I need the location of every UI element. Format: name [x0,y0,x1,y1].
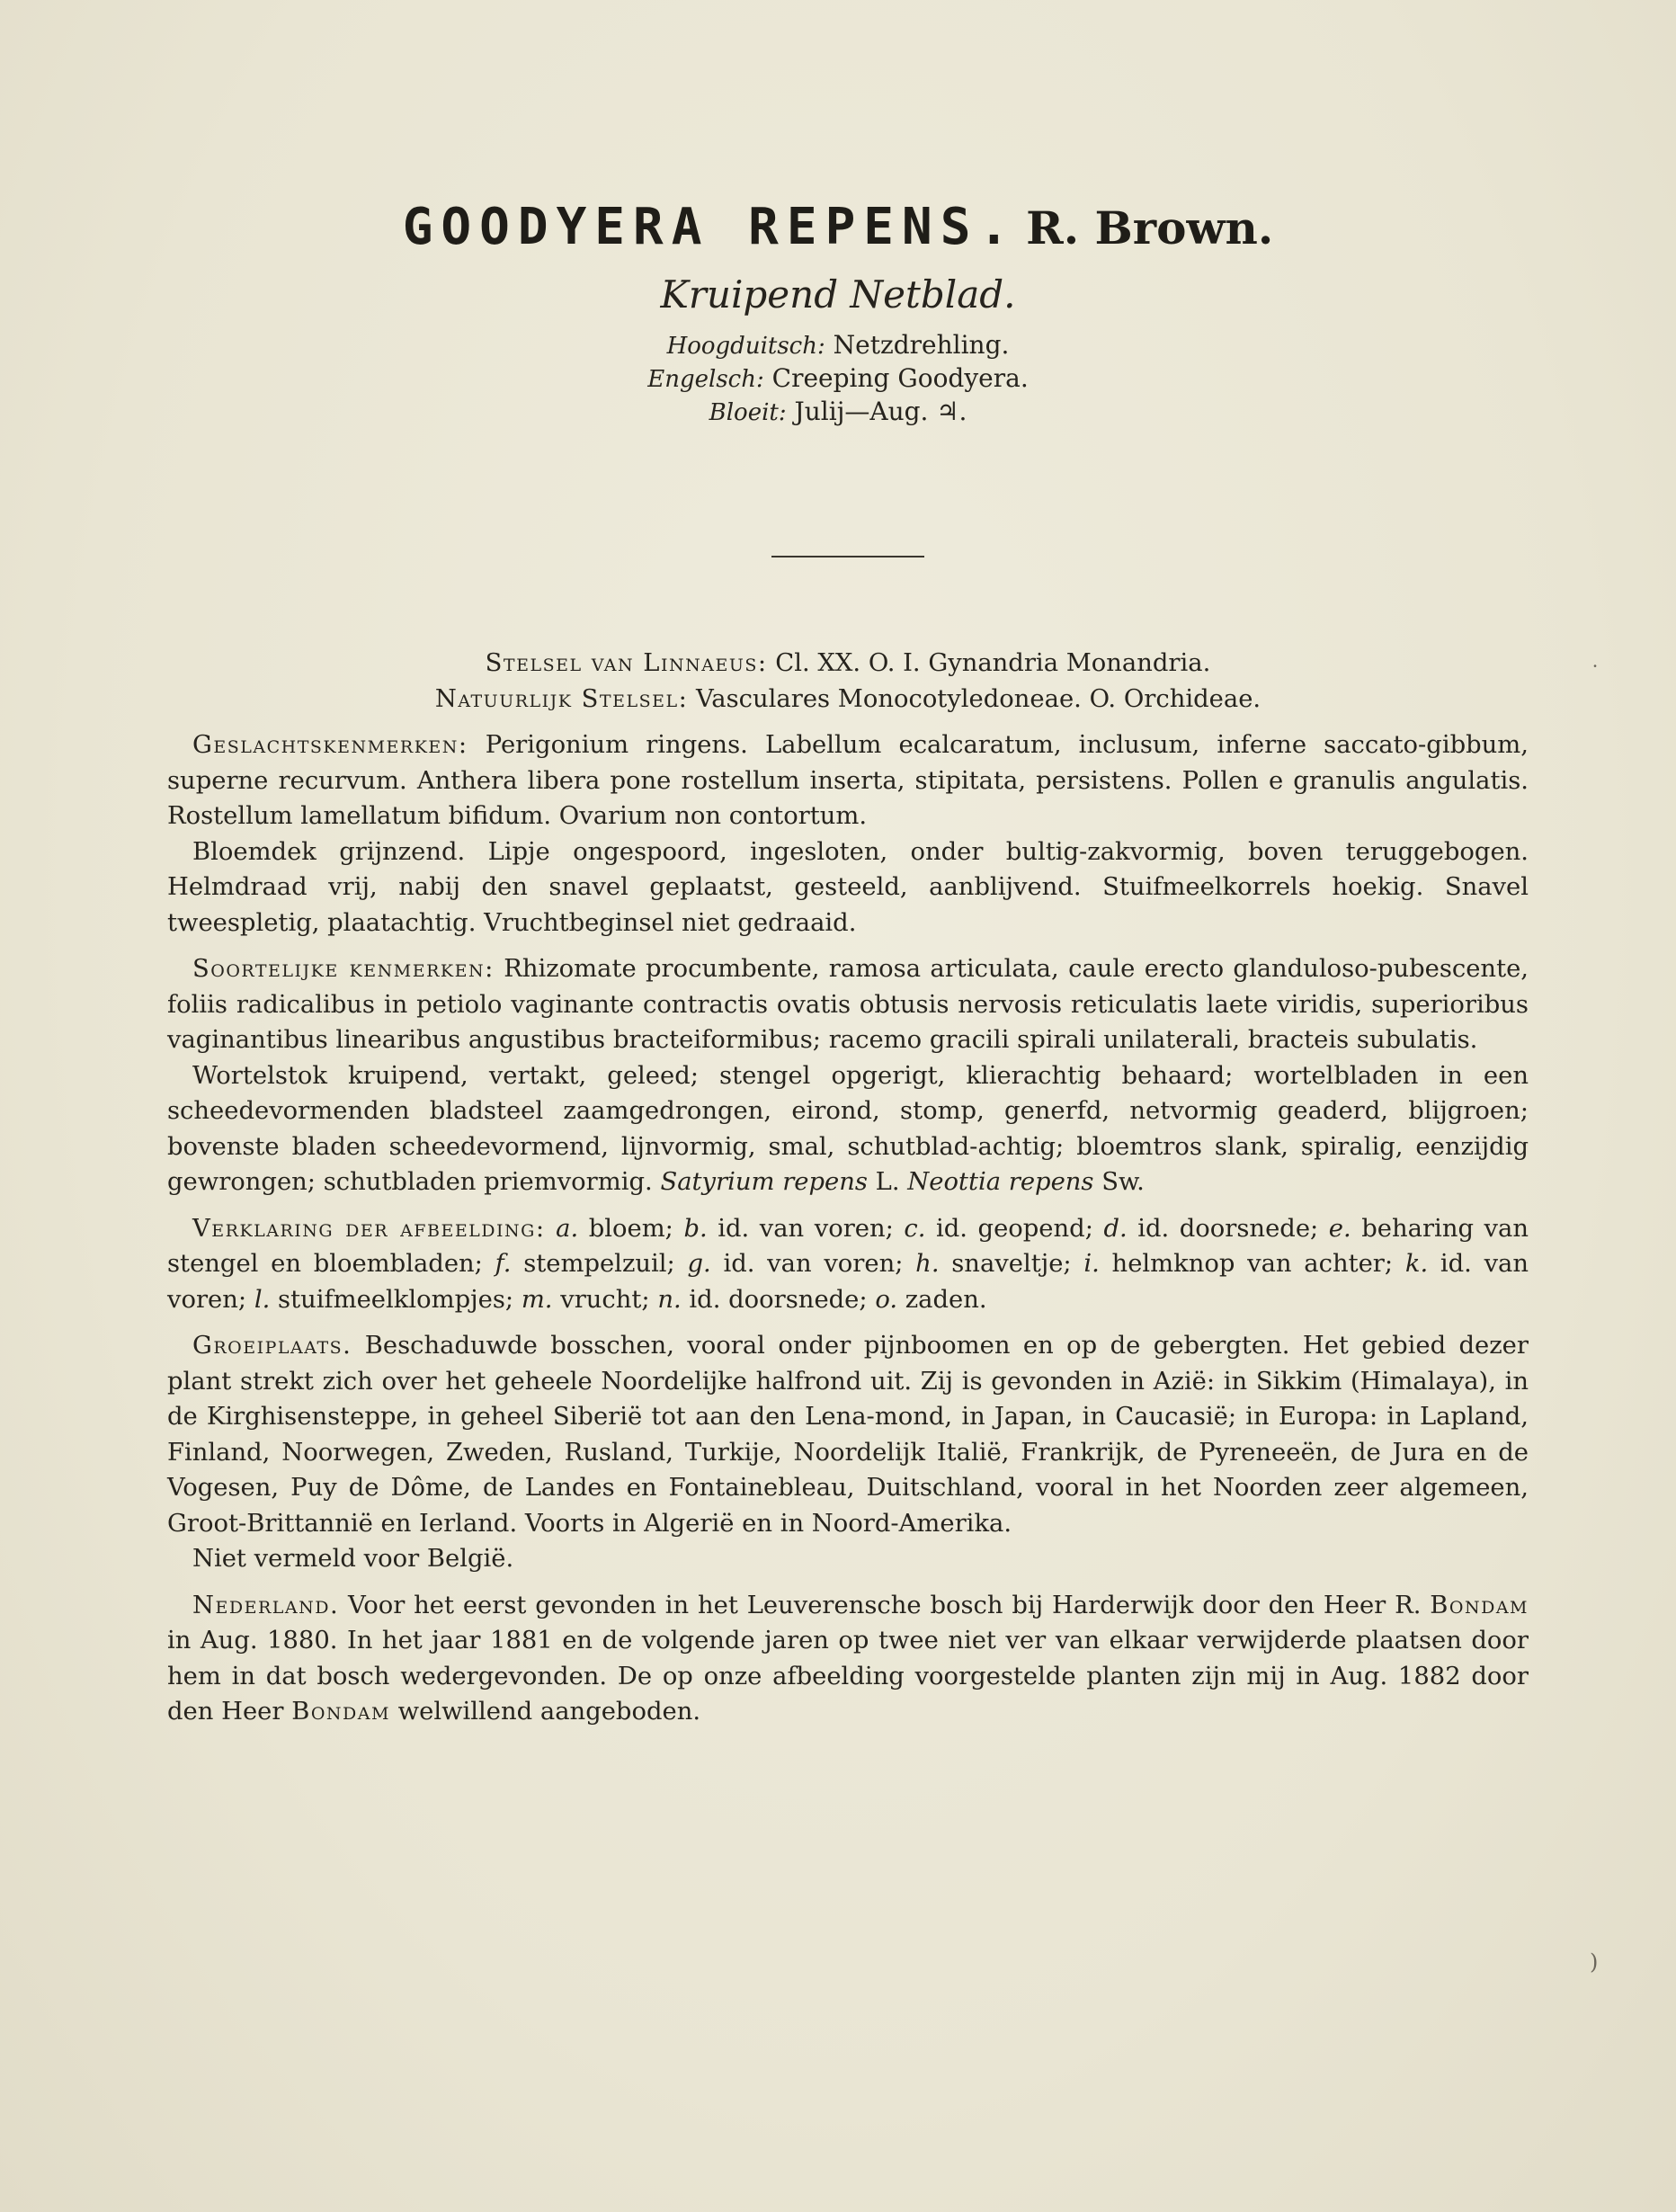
text-body [167,646,1529,1730]
section-text: Beschaduwde bosschen, vooral onder pijnboomen en op de gebergten. Het gebied dezer plant strekt zich over het geheele Noordelijke halfrond uit. Zij is gevonden in Azië: in Sikkim (Himalaya), in de Kirghisensteppe, in geheel Siberië tot aan den Lena-mond, in Japan, in Caucasië; in Europa: in Lapland, Finland, Noorwegen, Zweden, Rusland, Turkije, Noordelijk Italië, Frankrijk, de Pyreneeën, de Jura en de Vogesen, Puy de Dôme, de Landes en Fontainebleau, Duitschland, vooral in het Noorden zeer algemeen, Groot-Brittannië en Ierland. Voorts in Algerië en in Noord-Amerika. [167,1332,1529,1538]
figure-item-text: helmknop van achter; [1099,1250,1405,1278]
figure-item-text: id. doorsnede; [1127,1214,1329,1243]
flowering-period [0,396,1676,429]
paragraph-species-characters [167,951,1529,1058]
section-text: Cl. XX. O. I. Gynandria Monandria. [767,649,1211,677]
section-text: in Aug. 1880. In het jaar 1881 en de volgende jaren op twee niet ver van elkaar verwijderde plaatsen door hem in dat bosch wedergevonden. De op onze afbeelding voorgestelde planten zijn mij in Aug. 1882 door den Heer [167,1627,1529,1726]
section-label: Geslachtskenmerken: [192,731,468,759]
figure-item-text: id. van voren; [167,1250,1529,1314]
title-author: R. Brown. [1026,201,1274,254]
section-text: welwillend aangeboden. [389,1698,701,1726]
figure-item-key: e. [1328,1214,1351,1243]
common-name-value: Netzdrehling. [833,330,1010,360]
section-label: Stelsel van Linnaeus: [485,649,768,677]
figure-item-key: d. [1103,1214,1128,1243]
figure-item-key: l. [254,1285,271,1314]
paragraph-figure-explanation [167,1211,1529,1318]
figure-item-text: bloem; [578,1214,684,1243]
person-name: Bondam [291,1698,390,1726]
figure-item-key: k. [1404,1250,1429,1278]
paragraph-genus-characters [167,727,1529,834]
figure-item-text: beharing van stengel en bloembladen; [167,1214,1529,1278]
section-text: Voor het eerst gevonden in het Leuverensche bosch bij Harderwijk door den Heer R. [339,1591,1431,1619]
figure-item-key: i. [1083,1250,1100,1278]
paragraph-habitat [167,1328,1529,1541]
figure-item-key: a. [556,1214,579,1243]
title-binomial: GOODYERA REPENS. [402,198,1018,256]
paper-speck: ˙ [1590,662,1600,687]
section-label: Groeiplaats. [192,1332,352,1360]
figure-item-text: id. van voren; [710,1250,916,1278]
page-header [0,198,1676,429]
synonym: Neottia repens [907,1168,1094,1196]
section-text: Wortelstok kruipend, vertakt, geleed; stengel opgerigt, klierachtig behaard; wortelbladen in een scheedevormenden bladsteel zaamgedrongen, eirond, stomp, generfd, netvormig geaderd, blijgroen; bovenste bladen scheedevormend, lijnvormig, smal, schutblad-achtig; bloemtros slank, spiralig, eenzijdig gewrongen; schutbladen priemvormig. [167,1061,1529,1196]
paragraph-natural-system [167,682,1529,718]
synonym: Satyrium repens [660,1168,868,1196]
common-name-label: Engelsch: [647,366,764,393]
figure-item-key: b. [683,1214,708,1243]
species-title [0,198,1676,256]
figure-item-key: h. [915,1250,940,1278]
figure-item-key: m. [521,1285,553,1314]
paragraph-species-dutch [167,1058,1529,1200]
figure-item-text: snaveltje; [939,1250,1084,1278]
synonym-author: Sw. [1093,1168,1145,1196]
figure-item-key: o. [875,1285,898,1314]
section-label: Natuurlijk Stelsel: [434,684,689,713]
common-name-label: Hoogduitsch: [666,333,825,360]
person-name: Bondam [1430,1591,1529,1619]
paragraph-netherlands [167,1588,1529,1730]
figure-item-text: stuifmeelklompjes; [270,1285,522,1314]
figure-item-key: n. [657,1285,682,1314]
figure-item-text: vrucht; [552,1285,658,1314]
section-text: Vasculares Monocotyledoneae. O. Orchideae. [688,684,1261,713]
figure-item-text: id. geopend; [925,1214,1104,1243]
divider-rule [771,556,924,557]
paragraph-linnaeus [167,646,1529,682]
dutch-name: Kruipend Netblad. [660,272,1016,317]
common-names [0,329,1676,429]
figure-item-text: id. van voren; [707,1214,905,1243]
paper-speck: ) [1590,1949,1599,1975]
figure-item-key: g. [687,1250,711,1278]
common-name-german [0,329,1676,362]
figure-item-text: id. doorsnede; [681,1285,876,1314]
figure-item-key: c. [904,1214,926,1243]
section-text: Rhizomate procumbente, ramosa articulata, caule erecto glanduloso-pubescente, foliis radicalibus in petiolo vaginante contractis ovatis obtusis nervosis reticulatis laete viridis, superioribus vaginantibus linearibus angustibus bracteiformibus; racemo gracili spirali unilaterali, bracteis subulatis. [167,955,1529,1054]
synonym-author: L. [867,1168,908,1196]
paragraph-genus-dutch: Bloemdek grijnzend. Lipje ongespoord, ingesloten, onder bultig-zakvormig, boven teruggebogen. Helmdraad vrij, nabij den snavel geplaatst, gesteeld, aanblijvend. Stuifmeelkorrels hoekig. Snavel tweespletig, plaatachtig. Vruchtbeginsel niet gedraaid. [167,837,1529,937]
common-name-value: Creeping Goodyera. [771,363,1029,393]
common-name-label: Bloeit: [709,399,787,426]
figure-item-text: zaden. [897,1285,987,1314]
common-name-english [0,362,1676,396]
paragraph-belgium: Niet vermeld voor België. [192,1545,514,1573]
section-label: Nederland. [192,1591,340,1619]
section-label: Verklaring der afbeelding: [192,1214,546,1243]
common-name-value: Julij—Aug. ♃. [794,397,967,426]
figure-item-text: stempelzuil; [511,1250,688,1278]
section-label: Soortelijke kenmerken: [192,955,495,983]
figure-item-key: f. [495,1250,512,1278]
section-text: Perigonium ringens. Labellum ecalcaratum, inclusum, inferne saccato-gibbum, superne recurvum. Anthera libera pone rostellum inserta, stipitata, persistens. Pollen e granulis angulatis. Rostellum lamellatum bifidum. Ovarium non contortum. [167,731,1529,830]
